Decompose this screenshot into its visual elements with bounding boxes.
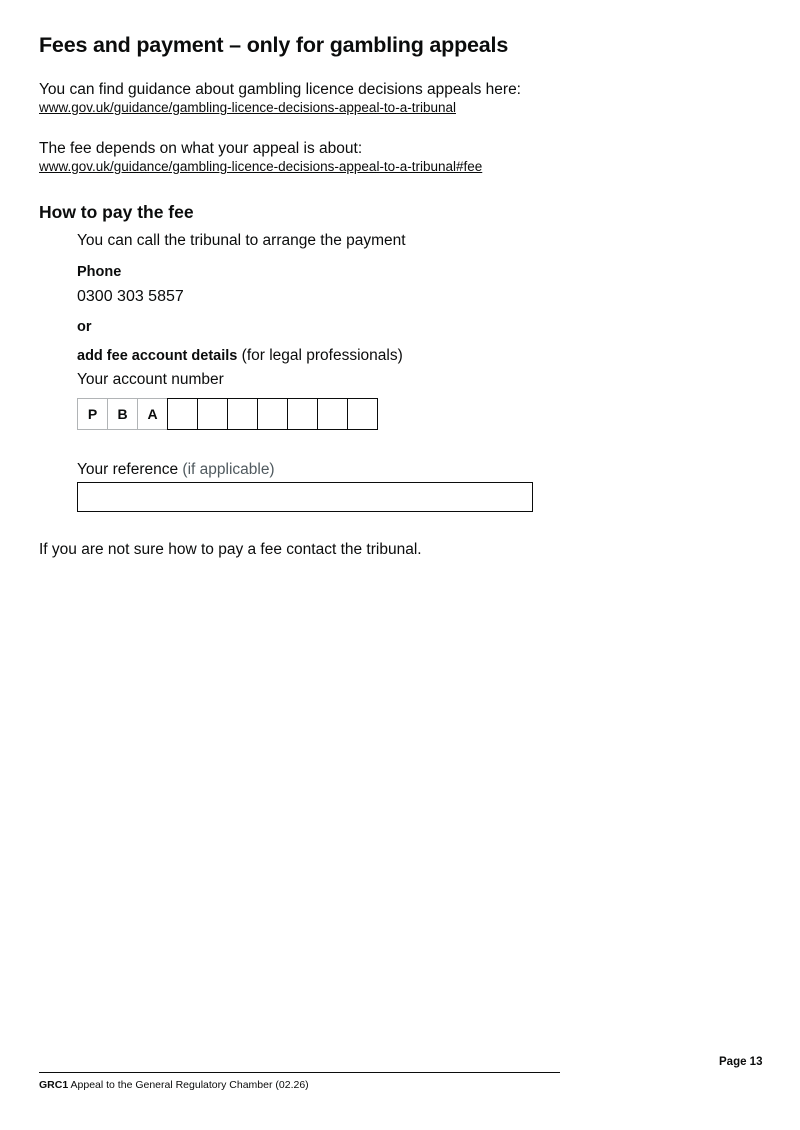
fee-text: The fee depends on what your appeal is about: <box>39 140 363 157</box>
account-number-label: Your account number <box>77 371 224 388</box>
account-details-bold: add fee account details <box>77 348 238 364</box>
how-to-pay-title: How to pay the fee <box>39 202 194 222</box>
form-title: Appeal to the General Regulatory Chamber (02.26) <box>68 1079 309 1091</box>
or-label: or <box>77 319 92 335</box>
account-details-rest: (for legal professionals) <box>237 347 403 364</box>
reference-hint: (if applicable) <box>178 461 275 478</box>
account-prefix-box: B <box>107 398 138 430</box>
guidance-text: You can find guidance about gambling licence decisions appeals here: <box>39 81 521 98</box>
phone-label: Phone <box>77 264 122 280</box>
account-digit-box[interactable] <box>197 398 228 430</box>
reference-label: Your reference <box>77 461 179 478</box>
phone-number: 0300 303 5857 <box>77 288 184 305</box>
account-number-boxes <box>77 398 378 430</box>
account-digit-box[interactable] <box>167 398 198 430</box>
account-prefix-box: P <box>77 398 108 430</box>
account-digit-box[interactable] <box>317 398 348 430</box>
footer-form-title <box>39 1079 309 1091</box>
page-title: Fees and payment – only for gambling appeals <box>39 33 509 57</box>
account-digit-box[interactable] <box>347 398 378 430</box>
account-digit-box[interactable] <box>227 398 258 430</box>
fee-link[interactable]: www.gov.uk/guidance/gambling-licence-decisions-appeal-to-a-tribunal#fee <box>39 159 483 174</box>
account-digit-box[interactable] <box>287 398 318 430</box>
call-tribunal-text: You can call the tribunal to arrange the payment <box>77 232 406 249</box>
footer-divider <box>39 1072 560 1073</box>
unsure-text: If you are not sure how to pay a fee contact the tribunal. <box>39 541 422 558</box>
account-prefix-box: A <box>137 398 168 430</box>
page-number: Page 13 <box>719 1056 763 1068</box>
guidance-link[interactable]: www.gov.uk/guidance/gambling-licence-decisions-appeal-to-a-tribunal <box>39 100 456 115</box>
form-code: GRC1 <box>39 1079 69 1091</box>
reference-input[interactable] <box>77 482 533 512</box>
reference-label-line <box>77 460 275 479</box>
account-digit-box[interactable] <box>257 398 288 430</box>
account-details-line <box>77 346 403 366</box>
